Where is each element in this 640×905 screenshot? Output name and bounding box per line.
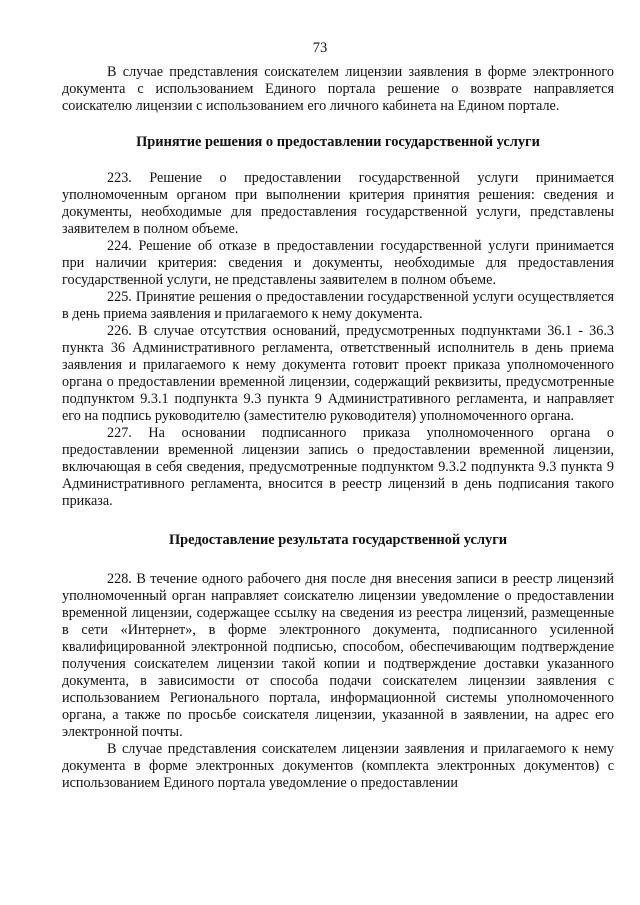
section-heading-result: Предоставление результата государственной услуги [168,532,508,548]
paragraph: В случае представления соискателем лицензии заявления в форме электронного документа с использованием Единого портала решение о возврате направляется соискателю лицензии с использованием его личного кабинета на Едином портале. [62,64,614,114]
paragraph: В случае представления соискателем лицензии заявления и прилагаемого к нему документа в форме электронных документов (комплекта электронных документов) с использованием Единого портала уведомление о предоставлении [62,741,614,791]
paragraph-225: 225. Принятие решения о предоставлении государственной услуги осуществляется в день приема заявления и прилагаемого к нему документа. [62,289,614,322]
section-heading-decision: Принятие решения о предоставлении государственной услуги [136,134,540,150]
paragraph-228: 228. В течение одного рабочего дня после дня внесения записи в реестр лицензий уполномоченный орган направляет соискателю лицензии уведомление о предоставлении временной лицензии, содержащее ссылку на сведения из реестра лицензий, размещенные в сети «Интернет», в форме электронного документа, подписанного усиленной квалифицированной электронной подписью, способом, обеспечивающим подтверждение получения соискателем лицензии такой копии и подтверждение доставки указанного документа, в зависимости от способа подачи соискателем лицензии заявления с использованием Регионального портала, информационной системы уполномоченного органа, а также по просьбе соискателя лицензии, указанной в заявлении, на адрес его электронной почты. [62,571,614,740]
paragraph-227: 227. На основании подписанного приказа уполномоченного органа о предоставлении временной лицензии запись о предоставлении временной лицензии, включающая в себя сведения, предусмотренные подпунктом 9.3.2 подпункта 9.3 пункта 9 Административного регламента, вносится в реестр лицензий в день подписания такого приказа. [62,425,614,509]
page-content [62,64,614,792]
paragraph-223: 223. Решение о предоставлении государственной услуги принимается уполномоченным органом при выполнении критерия принятия решения: сведения и документы, необходимые для предоставления государственной услуги, представлены заявителем в полном объеме. [62,170,614,237]
paragraph-224: 224. Решение об отказе в предоставлении государственной услуги принимается при наличии критерия: сведения и документы, необходимые для предоставления государственной услуги, не представлены заявителем в полном объеме. [62,238,614,288]
page-number: 73 [312,40,328,56]
paragraph-226: 226. В случае отсутствия оснований, предусмотренных подпунктами 36.1 - 36.3 пункта 36 Административного регламента, ответственный исполнитель в день приема заявления и прилагаемого к нему документа готовит проект приказа уполномоченного органа о предоставлении временной лицензии, содержащий реквизиты, предусмотренные подпунктом 9.3.1 подпункта 9.3 пункта 9 Административного регламента, и направляет его на подпись руководителю (заместителю руководителя) уполномоченного органа. [62,323,614,424]
